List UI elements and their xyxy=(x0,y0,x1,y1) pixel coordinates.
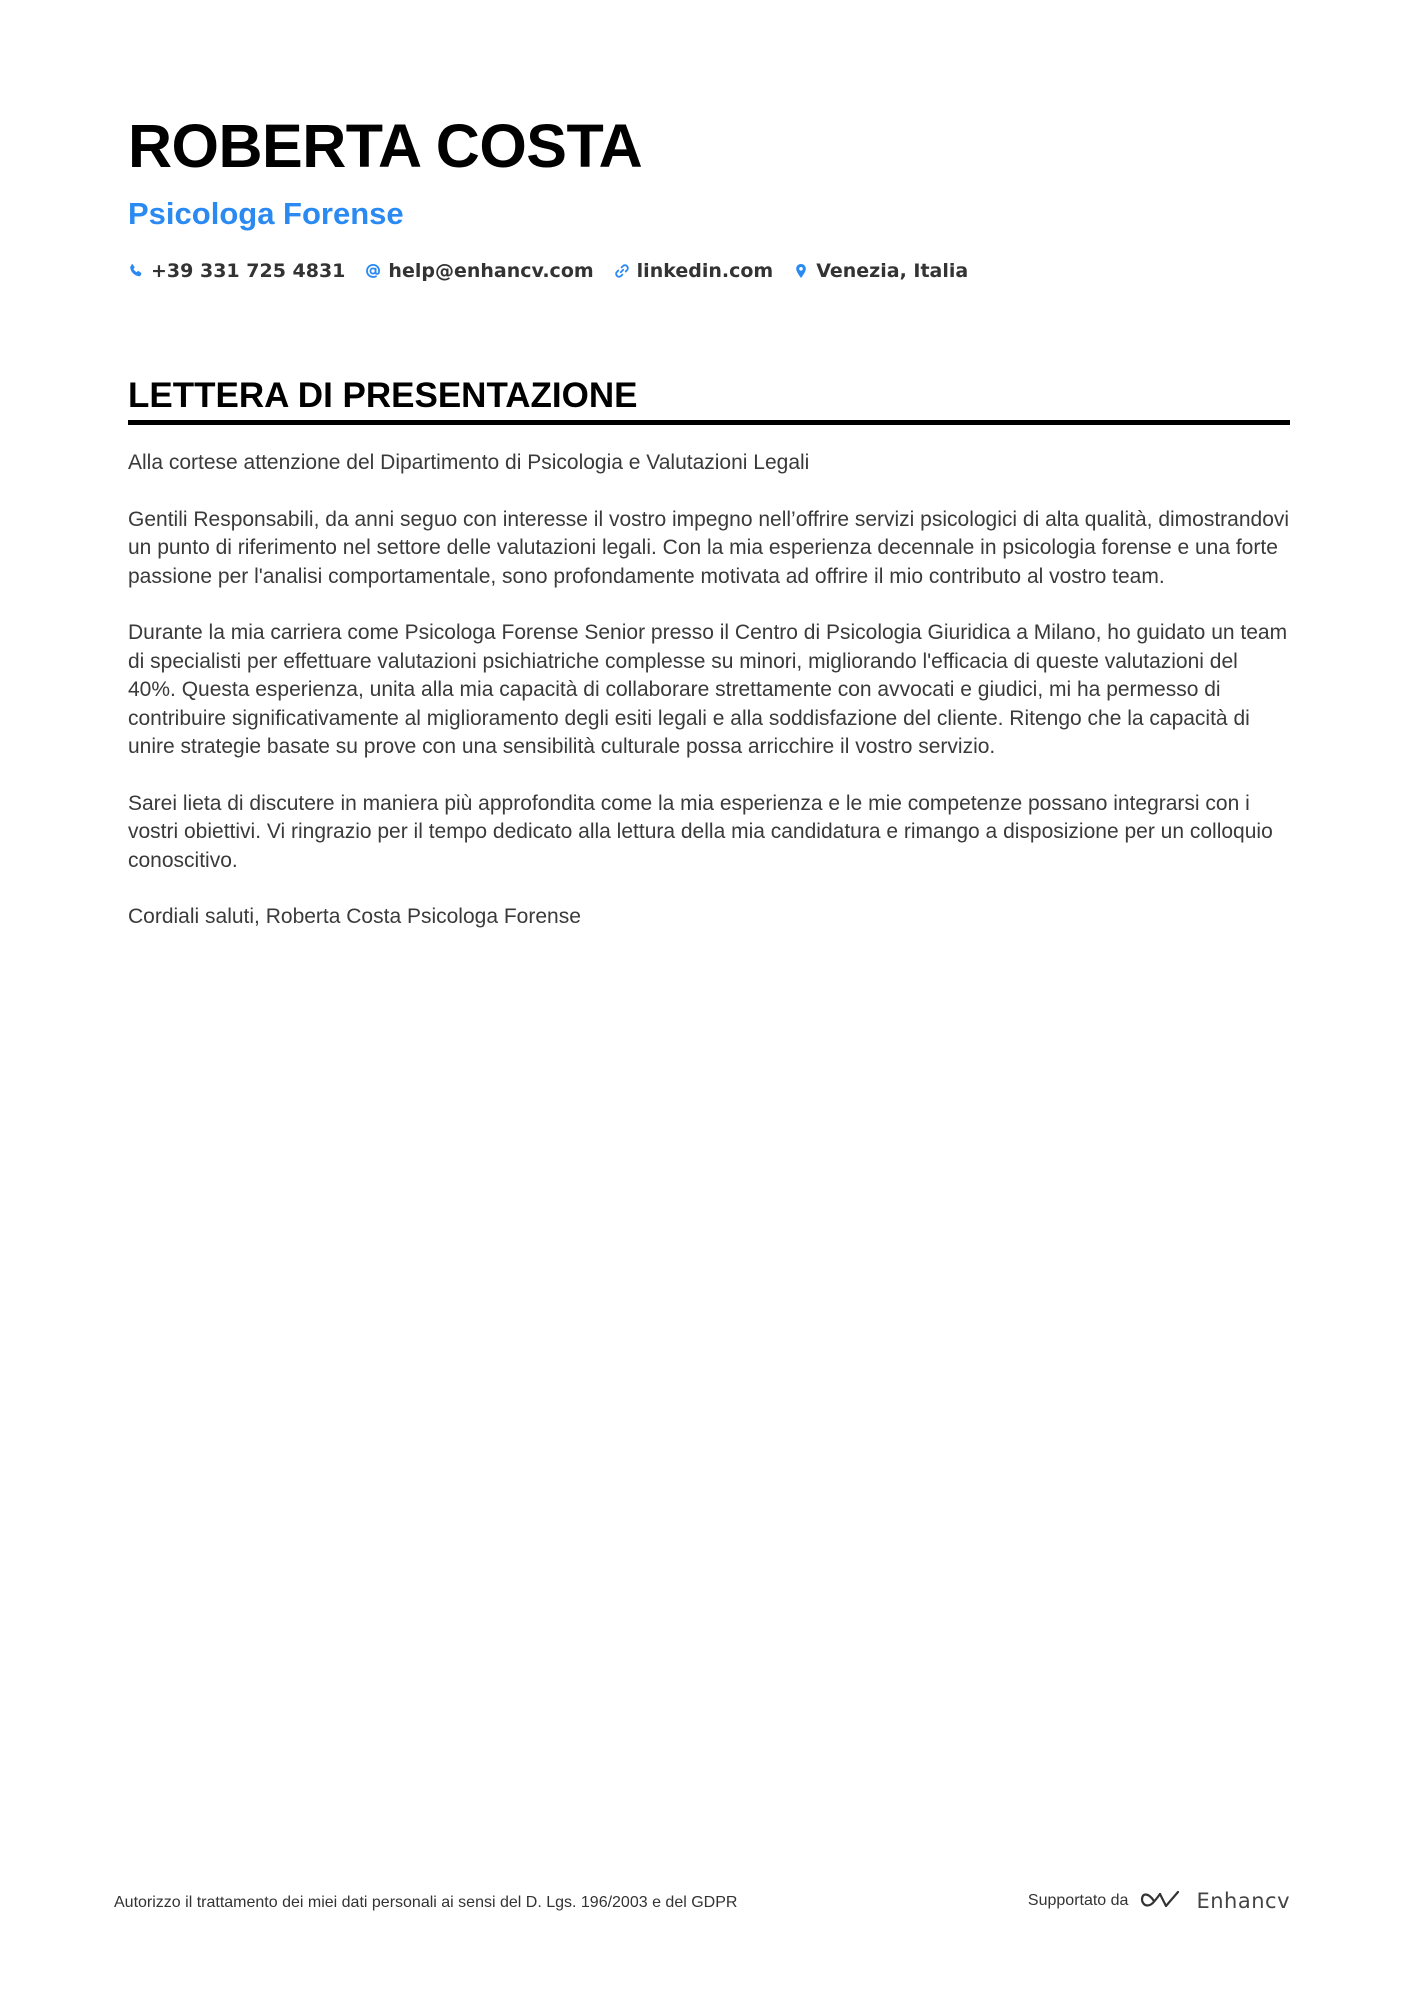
letter-body xyxy=(128,449,1290,932)
location-pin-icon xyxy=(793,263,809,279)
link-icon xyxy=(614,263,630,279)
contact-email[interactable] xyxy=(365,260,593,282)
contact-location xyxy=(793,260,968,282)
supported-by-label: Supportato da xyxy=(1027,1892,1129,1909)
section-title: LETTERA DI PRESENTAZIONE xyxy=(128,376,638,415)
contact-linkedin[interactable] xyxy=(614,260,774,282)
phone-icon xyxy=(128,263,144,279)
brand-name: Enhancv xyxy=(1196,1889,1290,1913)
enhancv-logo-icon xyxy=(1140,1888,1186,1914)
contact-location-text: Venezia, Italia xyxy=(816,260,969,282)
candidate-name: ROBERTA COSTA xyxy=(128,112,643,180)
contact-email-text: help@enhancv.com xyxy=(388,260,594,282)
candidate-role: Psicologa Forense xyxy=(128,196,404,231)
footer-branding[interactable] xyxy=(1028,1884,1290,1918)
contact-linkedin-text: linkedin.com xyxy=(636,260,774,282)
contact-bar xyxy=(128,256,1290,286)
letter-salutation: Alla cortese attenzione del Dipartimento di Psicologia e Valutazioni Legali xyxy=(128,451,810,474)
letter-paragraph-closing: Sarei lieta di discutere in maniera più approfondita come la mia esperienza e le mie competenze possano integrarsi con i vostri obiettivi. Vi ringrazio per il tempo dedicato alla lettura della mia candidatura e rimango a disposizione per un colloquio conoscitivo. xyxy=(128,791,1273,872)
cover-letter-page xyxy=(128,108,1290,960)
letter-paragraph-experience: Durante la mia carriera come Psicologa Forense Senior presso il Centro di Psicologia Giuridica a Milano, ho guidato un team di specialisti per effettuare valutazioni psichiatriche complesse su minori, migliorando l'efficacia di queste valutazioni del 40%. Questa esperienza, unita alla mia capacità di collaborare strettamente con avvocati e giudici, mi ha permesso di contribuire significativamente al miglioramento degli esiti legali e alla soddisfazione del cliente. Ritengo che la capacità di unire strategie basate su prove con una sensibilità culturale possa arricchire il vostro servizio. xyxy=(128,621,1288,758)
contact-phone-text: +39 331 725 4831 xyxy=(151,260,346,282)
letter-signoff: Cordiali saluti, Roberta Costa Psicologa Forense xyxy=(128,905,581,928)
contact-phone[interactable] xyxy=(128,260,345,282)
footer-consent: Autorizzo il trattamento dei miei dati personali ai sensi del D. Lgs. 196/2003 e del GDPR xyxy=(114,1894,738,1911)
at-icon xyxy=(365,263,381,279)
letter-paragraph-intro: Gentili Responsabili, da anni seguo con interesse il vostro impegno nell’offrire servizi psicologici di alta qualità, dimostrandovi un punto di riferimento nel settore delle valutazioni legali. Con la mia esperienza decennale in psicologia forense e una forte passione per l'analisi comportamentale, sono profondamente motivata ad offrire il mio contributo al vostro team. xyxy=(128,507,1290,588)
section-divider xyxy=(128,420,1290,425)
